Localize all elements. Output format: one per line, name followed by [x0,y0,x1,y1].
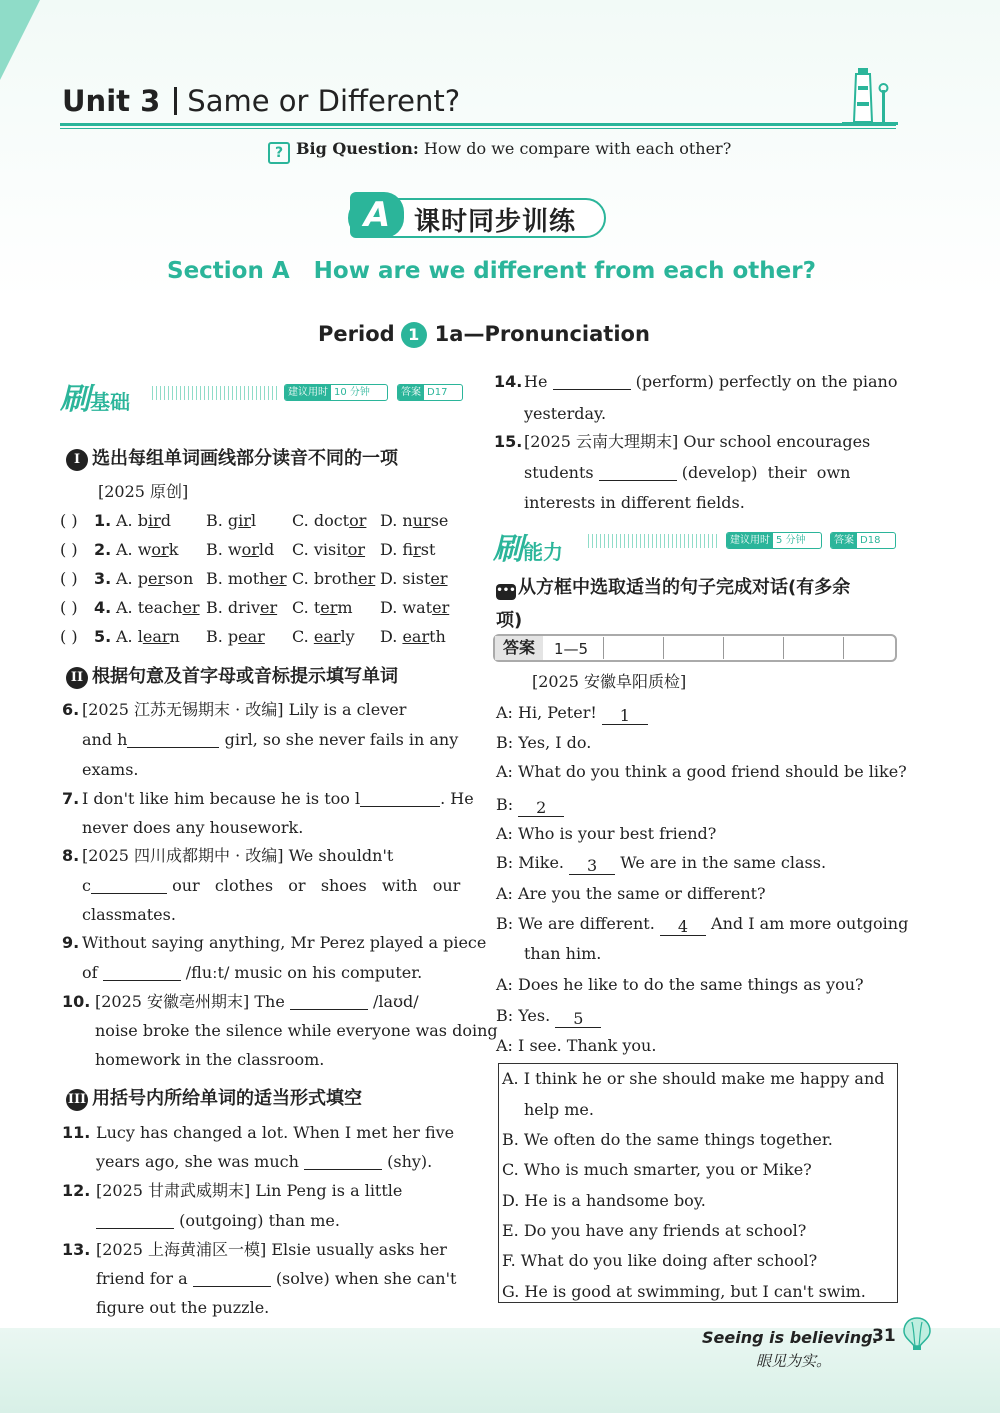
footer-motto-cn: 眼见为实。 [756,1352,832,1370]
option-b: B. driver [206,598,278,617]
answer-paren[interactable]: ( ) [60,569,78,588]
question-number: 11. [62,1123,91,1142]
answer-blank[interactable] [127,732,219,748]
dialogue-blank[interactable]: 3 [569,859,615,875]
question-number: 8. [62,846,80,865]
option-c: C. term [292,598,353,617]
q15-line3: interests in different fields. [524,493,745,512]
option-b: B. girl [206,511,257,530]
option-item: C. Who is much smarter, you or Mike? [502,1160,812,1179]
answer-blank[interactable] [96,1213,174,1229]
ability-header [493,524,563,568]
lighthouse-icon [842,64,898,126]
footer-motto: Seeing is believing. [702,1328,879,1347]
answer-blank[interactable] [103,965,181,981]
question-number: 9. [62,933,80,952]
answer-paren[interactable]: ( ) [60,627,78,646]
question-number: 1. [94,511,112,530]
balloon-icon [902,1316,932,1352]
option-b: B. world [206,540,275,559]
q6-line1: [2025 江苏无锡期末 · 改编] Lily is a clever [82,700,407,719]
option-a: A. person [116,569,194,588]
q8-line2: c our clothes or shoes with our [82,876,461,895]
dialogue-line: A: What do you think a good friend should be like? [496,762,907,781]
section-title: Section A How are we different from each other? [167,258,816,284]
dialogue-blank[interactable]: 4 [660,920,706,936]
option-item: F. What do you like doing after school? [502,1251,818,1270]
unit-number: Unit 3 [62,84,161,118]
brush-char: 刷 [60,382,90,417]
answer-blank[interactable] [360,791,440,807]
dialogue-line: A: I see. Thank you. [496,1036,657,1055]
answer-cell-divider [723,637,724,659]
dialogue-blank[interactable]: 2 [518,801,564,817]
period-label: Period [318,322,395,346]
part3-title: 用括号内所给单词的适当形式填空 [92,1088,362,1109]
answer-blank[interactable] [553,374,631,390]
q11-line2: years ago, she was much (shy). [96,1152,433,1171]
part1-source: [2025 原创] [98,482,189,501]
q15-line2: students (develop) their own [524,463,851,482]
option-c: C. brother [292,569,376,588]
page-number: 31 [872,1326,896,1346]
q15-line1: [2025 云南大理期末] Our school encourages [524,432,871,451]
question-number: 10. [62,992,91,1011]
q10-line2: noise broke the silence while everyone was doing [95,1021,498,1040]
question-number: 6. [62,700,80,719]
unit-subtitle: Same or Different? [187,84,461,118]
dialogue-line: A: Are you the same or different? [496,884,766,903]
dialogue-blank[interactable]: 1 [602,709,648,725]
dialogue-line: A: Who is your best friend? [496,824,717,843]
answer-cell-divider [603,637,604,659]
suggested-time-badge: 建议用时 5 分钟 [726,532,822,549]
q7-line2: never does any housework. [82,818,304,837]
chat-icon: ••• [496,584,516,600]
dialogue-blank[interactable]: 5 [555,1012,601,1028]
roman-numeral: II [66,667,88,689]
option-a: A. work [116,540,179,559]
dialogue-source: [2025 安徽阜阳质检] [532,672,687,691]
q8-line3: classmates. [82,905,176,924]
q6-line3: exams. [82,760,139,779]
option-c: C. doctor [292,511,367,530]
ribbon-text: 课时同步训练 [414,207,577,237]
dialogue-line: B: Mike. 3 We are in the same class. [496,853,827,875]
option-item: G. He is good at swimming, but I can't swim. [502,1282,866,1301]
answer-blank[interactable] [193,1271,271,1287]
option-b: B. pear [206,627,265,646]
q14-line2: yesterday. [524,404,607,423]
dialogue-line: B: 2 [496,795,564,817]
period-topic: 1a—Pronunciation [434,322,650,346]
unit-title [62,84,460,118]
answer-box-label: 答案 [495,636,543,660]
option-item: A. I think he or she should make me happy and [502,1069,885,1088]
question-icon: ? [268,142,290,164]
answer-blank[interactable] [304,1154,382,1170]
answer-ref-badge: 答案 D17 [397,384,463,401]
answer-blank[interactable] [91,878,167,894]
task-title-cont: 项) [496,610,523,631]
option-a: A. bird [116,511,171,530]
option-d: D. first [380,540,436,559]
q13-line3: figure out the puzzle. [96,1298,270,1317]
answer-cell-divider [663,637,664,659]
answer-cell-divider [783,637,784,659]
part2-heading [66,662,398,689]
question-number: 5. [94,627,112,646]
q13-line2: friend for a (solve) when she can't [96,1269,457,1288]
roman-numeral: I [66,449,88,471]
answer-paren[interactable]: ( ) [60,511,78,530]
question-number: 7. [62,789,80,808]
answer-paren[interactable]: ( ) [60,540,78,559]
title-rule-thin [60,128,896,129]
title-rule [60,123,896,126]
dialogue-line: A: Hi, Peter! 1 [496,703,648,725]
part1-title: 选出每组单词画线部分读音不同的一项 [92,448,398,469]
ribbon-letter: A [350,192,404,238]
part3-heading [66,1084,362,1111]
q9-line2: of /fluːt/ music on his computer. [82,963,423,982]
question-number: 2. [94,540,112,559]
big-question-text: How do we compare with each other? [423,139,732,158]
option-d: D. sister [380,569,448,588]
period-title [318,322,650,348]
big-question [268,139,731,164]
dialogue-line: than him. [524,944,602,963]
question-number: 12. [62,1181,91,1200]
answer-blank[interactable] [290,994,368,1010]
answer-range: 1—5 [554,640,589,658]
option-item-cont: help me. [524,1100,594,1119]
question-number: 4. [94,598,112,617]
question-number: 3. [94,569,112,588]
answer-ref-badge: 答案 D18 [830,532,896,549]
brush-char: 刷 [493,532,523,567]
q14-line1: He (perform) perfectly on the piano [524,372,898,391]
q10-line3: homework in the classroom. [95,1050,325,1069]
barcode-decoration [152,386,278,400]
dialogue-line: B: Yes. 5 [496,1006,601,1028]
option-c: C. early [292,627,355,646]
option-d: D. nurse [380,511,449,530]
option-d: D. earth [380,627,446,646]
q7-line1: I don't like him because he is too l . He [82,789,474,808]
task-heading [496,573,850,600]
question-number: 14. [494,372,523,391]
option-a: A. learn [116,627,180,646]
option-item: B. We often do the same things together. [502,1130,833,1149]
option-b: B. mother [206,569,287,588]
dialogue-line: B: Yes, I do. [496,733,592,752]
big-question-label: Big Question: [296,139,419,158]
task-title: 从方框中选取适当的句子完成对话(有多余 [518,577,851,598]
q8-line1: [2025 四川成都期中 · 改编] We shouldn't [82,846,394,865]
q10-line1: [2025 安徽亳州期末] The /laʊd/ [95,992,419,1011]
option-a: A. teacher [116,598,200,617]
part2-title: 根据句意及首字母或音标提示填写单词 [92,666,398,687]
q12-line2: (outgoing) than me. [96,1211,340,1231]
q13-line1: [2025 上海黄浦区一模] Elsie usually asks her [96,1240,447,1259]
question-number: 15. [494,432,523,451]
dialogue-line: A: Does he like to do the same things as you? [496,975,864,994]
answer-blank[interactable] [599,465,677,481]
part1-heading [66,444,398,471]
basics-label: 基础 [90,390,130,414]
period-number: 1 [401,322,427,348]
q12-line1: [2025 甘肃武威期末] Lin Peng is a little [96,1181,403,1200]
dialogue-line: B: We are different. 4 And I am more outgoing [496,914,909,936]
question-number: 13. [62,1240,91,1259]
option-item: D. He is a handsome boy. [502,1191,706,1210]
option-d: D. water [380,598,450,617]
answer-paren[interactable]: ( ) [60,598,78,617]
answer-cell-divider [843,637,844,659]
q11-line1: Lucy has changed a lot. When I met her five [96,1123,455,1142]
q6-line2: and h girl, so she never fails in any [82,730,459,749]
option-c: C. visitor [292,540,366,559]
corner-decoration [0,0,40,80]
ability-label: 能力 [523,540,563,564]
title-separator [174,87,177,115]
option-item: E. Do you have any friends at school? [502,1221,807,1240]
barcode-decoration [588,534,718,548]
suggested-time-badge: 建议用时 10 分钟 [284,384,388,401]
roman-numeral: III [66,1089,88,1111]
q9-line1: Without saying anything, Mr Perez played a piece [82,933,487,952]
basics-header [60,374,130,418]
